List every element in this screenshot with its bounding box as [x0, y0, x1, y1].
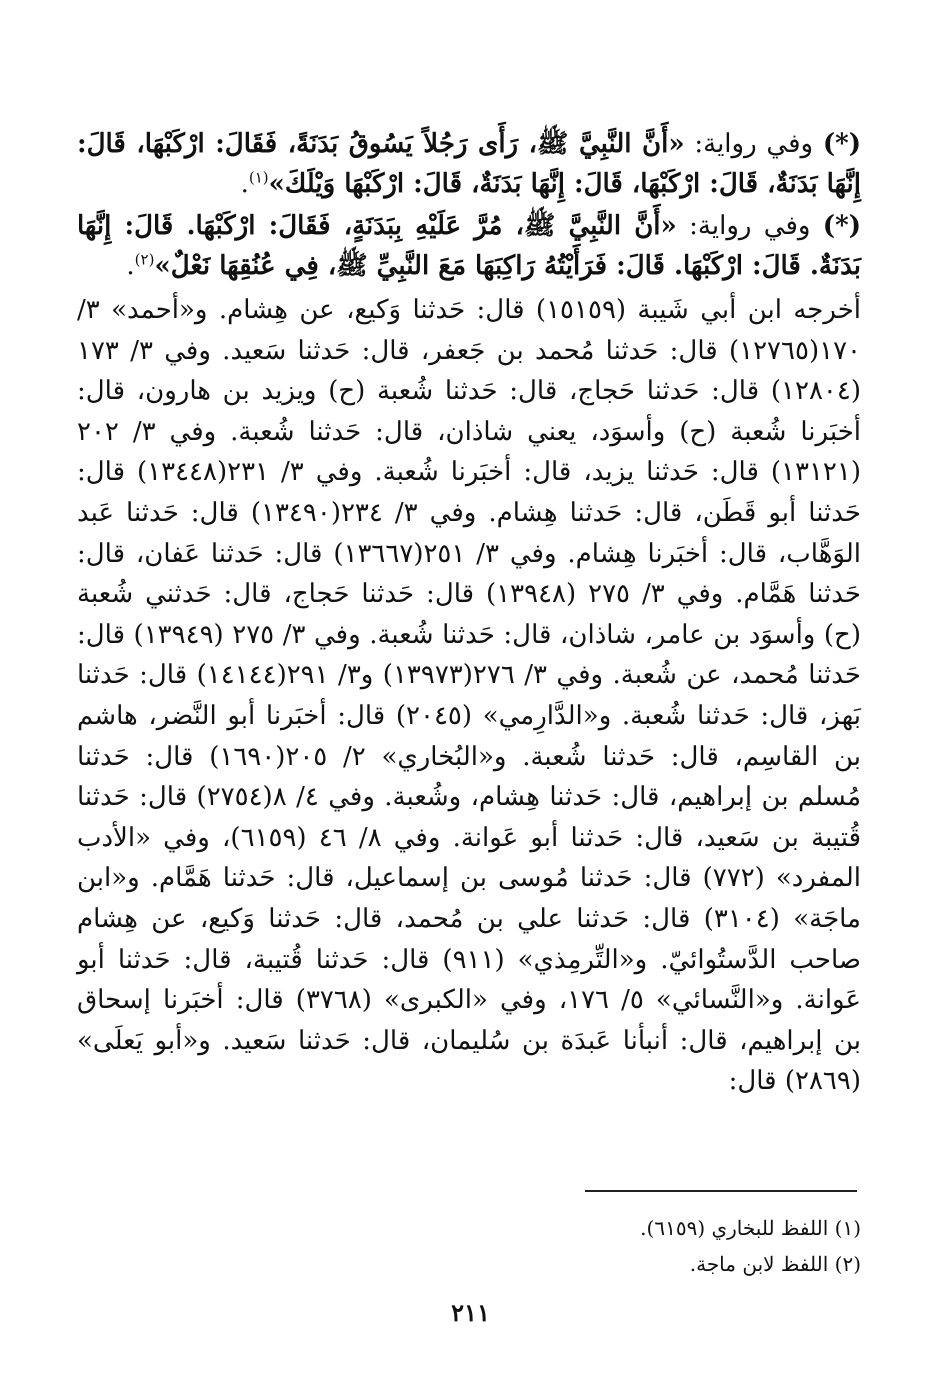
- footnote-reference: (١): [248, 168, 269, 187]
- footnote-separator: [585, 1190, 857, 1192]
- sentence-end: .: [126, 251, 135, 281]
- hadith-text: «أَنَّ النَّبِيَّ ﷺ، رَأَى رَجُلاً يَسُوقُ بَدَنَةً، فَقَالَ: ارْكَبْهَا، قَالَ: إِنَّهَا بَدَنَةٌ، قَالَ: ارْكَبْهَا، قَالَ: إِنَّهَا بَدَنَةٌ، قَالَ: ارْكَبْهَا وَيْلَكَ»: [77, 129, 861, 199]
- footnote-1: (١) اللفظ للبخاري (٦١٥٩).: [640, 1216, 861, 1240]
- hadith-text: «أَنَّ النَّبِيَّ ﷺ، مُرَّ عَلَيْهِ بِبَدَنَةٍ، فَقَالَ: ارْكَبْهَا. قَالَ: إِنَّهَا بَدَنَةٌ. قَالَ: ارْكَبْهَا. قَالَ: فَرَأَيْتُهُ رَاكِبَهَا مَعَ النَّبِيِّ ﷺ، فِي عُنُقِهَا نَعْلٌ»: [77, 211, 861, 281]
- takhrij-paragraph: أخرجه ابن أبي شَيبة (١٥١٥٩) قال: حَدثنا وَكيع، عن هِشام. و«أحمد» ٣/ ١٧٠(١٢٧٦٥) قال: حَدثنا مُحمد بن جَعفر، قال: حَدثنا سَعيد. وفي ٣/ ١٧٣ (١٢٨٠٤) قال: حَدثنا حَجاج، قال: حَدثنا شُعبة (ح) ويزيد بن هارون، قال: أخبَرنا شُعبة (ح) وأسوَد، يعني شاذان، قال: حَدثنا شُعبة. وفي ٣/ ٢٠٢ (١٣١٢١) قال: حَدثنا يزيد، قال: أخبَرنا شُعبة. وفي ٣/ ٢٣١(١٣٤٤٨) قال: حَدثنا أبو قَطَن، قال: حَدثنا هِشام. وفي ٣/ ٢٣٤(١٣٤٩٠) قال: حَدثنا عَبد الوَهَّاب، قال: أخبَرنا هِشام. وفي ٣/ ٢٥١(١٣٦٦٧) قال: حَدثنا عَفان، قال: حَدثنا هَمَّام. وفي ٣/ ٢٧٥ (١٣٩٤٨) قال: حَدثنا حَجاج، قال: حَدثني شُعبة (ح) وأسوَد بن عامر، شاذان، قال: حَدثنا شُعبة. وفي ٣/ ٢٧٥ (١٣٩٤٩) قال: حَدثنا مُحمد، عن شُعبة. وفي ٣/ ٢٧٦(١٣٩٧٣) و٣/ ٢٩١(١٤١٤٤) قال: حَدثنا بَهز، قال: حَدثنا شُعبة. و«الدَّارِمي» (٢٠٤٥) قال: أخبَرنا أبو النَّضر، هاشم بن القاسِم، قال: حَدثنا شُعبة. و«البُخاري» ٢/ ٢٠٥(١٦٩٠) قال: حَدثنا مُسلم بن إبراهيم، قال: حَدثنا هِشام، وشُعبة. وفي ٤/ ٨(٢٧٥٤) قال: حَدثنا قُتيبة بن سَعيد، قال: حَدثنا أبو عَوانة. وفي ٨/ ٤٦ (٦١٥٩)، وفي «الأدب المفرد» (٧٧٢) قال: حَدثنا مُوسى بن إسماعيل، قال: حَدثنا هَمَّام. و«ابن ماجَة» (٣١٠٤) قال: حَدثنا علي بن مُحمد، قال: حَدثنا وَكيع، عن هِشام صاحب الدَّستُوائيّ. و«التِّرمِذي» (٩١١) قال: حَدثنا قُتيبة، قال: حَدثنا أبو عَوانة. و«النَّسائي» ٥/ ١٧٦، وفي «الكبرى» (٣٧٦٨) قال: أخبَرنا إسحاق بن إبراهيم، قال: أنبأنا عَبدَة بن سُليمان، قال: حَدثنا سَعيد. و«أبو يَعلَى» (٢٨٦٩) قال:: [77, 295, 862, 1097]
- narration-intro: وفي رواية:: [689, 211, 811, 241]
- sentence-end: .: [240, 169, 249, 199]
- page-number: ٢١١: [451, 1298, 490, 1327]
- footnote-2: (٢) اللفظ لابن ماجة.: [689, 1252, 861, 1276]
- narration-intro: وفي رواية:: [694, 129, 814, 159]
- footnote-reference: (٢): [134, 250, 155, 269]
- narration-paragraph-2: [77, 206, 861, 286]
- main-text-block: [77, 124, 861, 1102]
- narration-paragraph-1: [77, 124, 861, 204]
- narration-marker: (*): [822, 211, 861, 241]
- footnotes-block: [77, 1210, 861, 1282]
- narration-marker: (*): [822, 129, 862, 159]
